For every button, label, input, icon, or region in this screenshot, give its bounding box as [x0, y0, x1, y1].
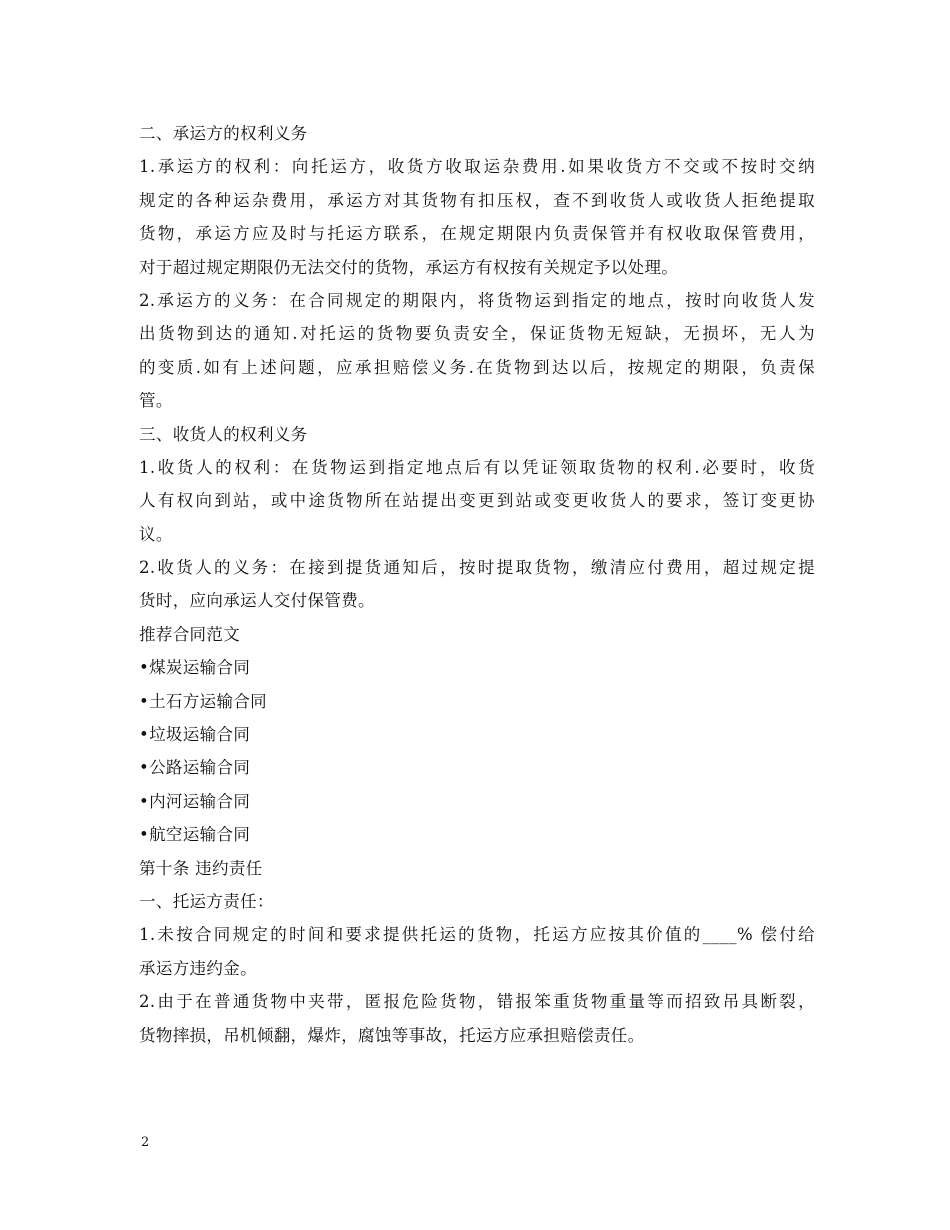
document-body	[139, 117, 815, 1052]
paragraph-line: 规定的各种运杂费用，承运方对其货物有扣压权，查不到收货人或收货人拒绝提取	[139, 190, 815, 210]
paragraph-line: 的变质.如有上述问题，应承担赔偿义务.在货物到达以后，按规定的期限，负责保	[139, 357, 815, 377]
paragraph-line: 1.未按合同规定的时间和要求提供托运的货物，托运方应按其价值的____% 偿付给	[139, 925, 815, 945]
paragraph-line: 管。	[139, 391, 173, 411]
paragraph-line: 出货物到达的通知.对托运的货物要负责安全，保证货物无短缺，无损坏，无人为	[139, 324, 815, 344]
paragraph-line: 货物，承运方应及时与托运方联系，在规定期限内负责保管并有权收取保管费用，	[139, 224, 815, 244]
paragraph-line: 对于超过规定期限仍无法交付的货物，承运方有权按有关规定予以处理。	[139, 257, 679, 277]
paragraph-line: 1.收货人的权利：在货物运到指定地点后有以凭证领取货物的权利.必要时，收货	[139, 457, 815, 477]
paragraph-line: 议。	[139, 524, 173, 544]
recommended-link-earthwork[interactable]: •土石方运输合同	[139, 691, 268, 711]
recommended-link-inland-river[interactable]: •内河运输合同	[139, 791, 251, 811]
recommended-heading: 推荐合同范文	[139, 624, 241, 644]
recommended-link-aviation[interactable]: •航空运输合同	[139, 825, 251, 845]
paragraph-line: 货物摔损，吊机倾翻，爆炸，腐蚀等事故，托运方应承担赔偿责任。	[139, 1025, 645, 1045]
paragraph-line: 承运方违约金。	[139, 958, 257, 978]
page-number: 2	[141, 1135, 150, 1150]
recommended-link-coal[interactable]: •煤炭运输合同	[139, 658, 251, 678]
article-heading-liability: 第十条 违约责任	[139, 858, 263, 878]
recommended-link-garbage[interactable]: •垃圾运输合同	[139, 725, 251, 745]
paragraph-line: 2.收货人的义务：在接到提货通知后，按时提取货物，缴清应付费用，超过规定提	[139, 558, 815, 578]
paragraph-line: 2.由于在普通货物中夹带，匿报危险货物，错报笨重货物重量等而招致吊具断裂，	[139, 992, 815, 1012]
paragraph-line: 货时，应向承运人交付保管费。	[139, 591, 375, 611]
section-heading-carrier-rights: 二、承运方的权利义务	[139, 124, 308, 143]
section-heading-shipper-liability: 一、托运方责任：	[139, 891, 274, 911]
paragraph-line: 2.承运方的义务：在合同规定的期限内，将货物运到指定的地点，按时向收货人发	[139, 290, 815, 310]
section-heading-consignee-rights: 三、收货人的权利义务	[139, 424, 308, 444]
recommended-link-highway[interactable]: •公路运输合同	[139, 758, 251, 778]
paragraph-line: 1.承运方的权利：向托运方，收货方收取运杂费用.如果收货方不交或不按时交纳	[139, 157, 815, 177]
paragraph-line: 人有权向到站，或中途货物所在站提出变更到站或变更收货人的要求，签订变更协	[139, 491, 815, 511]
